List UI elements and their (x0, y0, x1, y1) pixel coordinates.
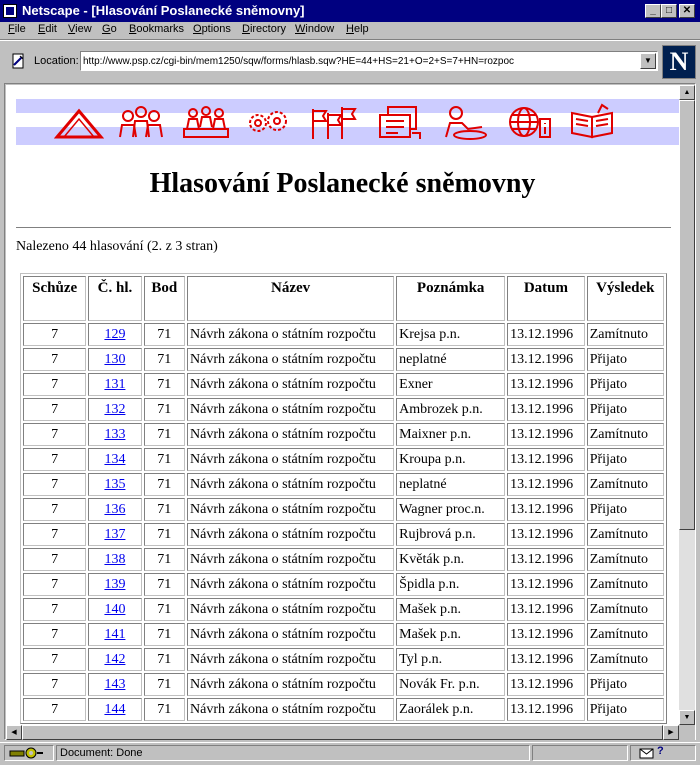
mail-icon[interactable] (639, 747, 655, 759)
table-row (23, 498, 664, 521)
cell-nazev: Návrh zákona o státním rozpočtu (187, 623, 394, 646)
table-row (23, 673, 664, 696)
cell-cislo (88, 323, 141, 346)
scroll-down-button[interactable]: ▼ (679, 710, 695, 725)
cell-datum: 13.12.1996 (507, 573, 585, 596)
cell-poznamka: Tyl p.n. (396, 648, 505, 671)
cell-bod: 71 (144, 348, 185, 371)
horizontal-rule (16, 227, 671, 229)
header-nazev: Název (187, 276, 394, 321)
flags-icon[interactable] (308, 103, 358, 141)
cell-vysledek: Přijato (587, 348, 664, 371)
menu-file[interactable]: File (8, 23, 26, 35)
cell-schuze: 7 (23, 623, 86, 646)
documents-icon[interactable] (374, 103, 424, 141)
security-key-icon[interactable] (9, 747, 45, 759)
cell-bod: 71 (144, 648, 185, 671)
cell-nazev: Návrh zákona o státním rozpočtu (187, 573, 394, 596)
table-row (23, 623, 664, 646)
cell-schuze: 7 (23, 648, 86, 671)
cell-bod: 71 (144, 323, 185, 346)
vote-link[interactable]: 129 (104, 326, 126, 342)
location-label: Location: (34, 55, 79, 67)
page-content (6, 85, 679, 725)
cell-cislo (88, 698, 141, 721)
cell-nazev: Návrh zákona o státním rozpočtu (187, 348, 394, 371)
cell-schuze: 7 (23, 448, 86, 471)
cell-nazev: Návrh zákona o státním rozpočtu (187, 673, 394, 696)
votes-table (20, 273, 667, 724)
home-icon[interactable] (54, 103, 104, 141)
cell-cislo (88, 398, 141, 421)
cell-cislo (88, 573, 141, 596)
header-poznamka: Poznámka (396, 276, 505, 321)
help-question-icon[interactable]: ? (657, 745, 664, 757)
menu-window[interactable]: Window (295, 23, 335, 35)
cell-poznamka: neplatné (396, 348, 505, 371)
vote-link[interactable]: 135 (104, 476, 126, 492)
cell-vysledek: Zamítnuto (587, 523, 664, 546)
cell-datum: 13.12.1996 (507, 548, 585, 571)
table-row (23, 523, 664, 546)
cell-poznamka: Květák p.n. (396, 548, 505, 571)
vote-link[interactable]: 137 (104, 526, 126, 542)
cell-bod: 71 (144, 673, 185, 696)
table-row (23, 398, 664, 421)
page-title: Hlasování Poslanecké sněmovny (149, 168, 536, 199)
status-text: Document: Done (60, 747, 143, 759)
table-header-row (23, 276, 664, 321)
horizontal-scrollbar[interactable] (6, 725, 679, 740)
cell-nazev: Návrh zákona o státním rozpočtu (187, 523, 394, 546)
cell-vysledek: Přijato (587, 698, 664, 721)
cell-nazev: Návrh zákona o státním rozpočtu (187, 323, 394, 346)
security-cell (4, 745, 54, 761)
table-row (23, 473, 664, 496)
cell-poznamka: Exner (396, 373, 505, 396)
cell-cislo (88, 498, 141, 521)
cell-nazev: Návrh zákona o státním rozpočtu (187, 498, 394, 521)
vote-link[interactable]: 132 (104, 401, 126, 417)
maximize-button[interactable]: □ (661, 4, 677, 18)
scroll-left-button[interactable]: ◀ (6, 725, 22, 740)
location-field[interactable] (80, 51, 658, 71)
cell-bod: 71 (144, 523, 185, 546)
cell-vysledek: Zamítnuto (587, 473, 664, 496)
table-row (23, 423, 664, 446)
menu-directory[interactable]: Directory (242, 23, 287, 35)
cell-datum: 13.12.1996 (507, 323, 585, 346)
cell-vysledek: Přijato (587, 673, 664, 696)
vote-link[interactable]: 138 (104, 551, 126, 567)
vote-link[interactable]: 140 (104, 601, 126, 617)
vote-link[interactable]: 144 (104, 701, 126, 717)
menu-bookmarks[interactable]: Bookmarks (129, 23, 185, 35)
cell-poznamka: Novák Fr. p.n. (396, 673, 505, 696)
cell-datum: 13.12.1996 (507, 448, 585, 471)
table-row (23, 323, 664, 346)
vertical-scroll-thumb[interactable] (679, 100, 695, 530)
bookmark-page-icon[interactable] (10, 53, 26, 69)
location-input[interactable] (83, 53, 635, 69)
cell-cislo (88, 523, 141, 546)
cell-bod: 71 (144, 373, 185, 396)
cell-bod: 71 (144, 623, 185, 646)
cell-cislo (88, 548, 141, 571)
vote-link[interactable]: 142 (104, 651, 126, 667)
cell-vysledek: Zamítnuto (587, 623, 664, 646)
cell-vysledek: Přijato (587, 448, 664, 471)
committees-icon[interactable] (181, 103, 231, 141)
table-row (23, 373, 664, 396)
menu-options[interactable]: Options (193, 23, 231, 35)
cell-cislo (88, 348, 141, 371)
cell-datum: 13.12.1996 (507, 698, 585, 721)
cell-datum: 13.12.1996 (507, 373, 585, 396)
scroll-right-button[interactable]: ▶ (663, 725, 679, 740)
menu-view[interactable]: View (68, 23, 92, 35)
location-bar (0, 40, 700, 83)
header-vysledek: Výsledek (587, 276, 664, 321)
cell-schuze: 7 (23, 548, 86, 571)
cell-poznamka: Maixner p.n. (396, 423, 505, 446)
cell-bod: 71 (144, 423, 185, 446)
netscape-app-icon[interactable] (3, 4, 17, 18)
vote-link[interactable]: 141 (104, 626, 126, 642)
cell-poznamka: Mašek p.n. (396, 598, 505, 621)
header-cislo: Č. hl. (88, 276, 141, 321)
vote-link[interactable]: 130 (104, 351, 126, 367)
table-row (23, 573, 664, 596)
cell-datum: 13.12.1996 (507, 498, 585, 521)
window-title: Netscape - [Hlasování Poslanecké sněmovny] (22, 3, 305, 18)
cell-bod: 71 (144, 548, 185, 571)
cell-poznamka: Krejsa p.n. (396, 323, 505, 346)
cell-poznamka: Mašek p.n. (396, 623, 505, 646)
cell-cislo (88, 423, 141, 446)
cell-cislo (88, 373, 141, 396)
close-button[interactable]: ✕ (679, 4, 695, 18)
speaker-icon[interactable] (440, 103, 490, 141)
cell-vysledek: Zamítnuto (587, 323, 664, 346)
cell-vysledek: Přijato (587, 373, 664, 396)
cell-schuze: 7 (23, 673, 86, 696)
cell-datum: 13.12.1996 (507, 673, 585, 696)
table-row (23, 698, 664, 721)
cell-datum: 13.12.1996 (507, 398, 585, 421)
cell-nazev: Návrh zákona o státním rozpočtu (187, 373, 394, 396)
cell-schuze: 7 (23, 398, 86, 421)
cell-poznamka: neplatné (396, 473, 505, 496)
cell-bod: 71 (144, 498, 185, 521)
table-row (23, 598, 664, 621)
cell-nazev: Návrh zákona o státním rozpočtu (187, 398, 394, 421)
vote-link[interactable]: 136 (104, 501, 126, 517)
menu-go[interactable]: Go (102, 23, 117, 35)
menu-bar (0, 22, 700, 40)
progress-cell (532, 745, 628, 761)
book-icon[interactable] (568, 103, 618, 141)
menu-help[interactable]: Help (346, 23, 369, 35)
minimize-button[interactable]: _ (645, 4, 661, 18)
status-bar (0, 742, 700, 765)
navigation-band (16, 99, 679, 145)
vote-link[interactable]: 134 (104, 451, 126, 467)
cell-vysledek: Zamítnuto (587, 548, 664, 571)
vertical-scrollbar[interactable] (679, 85, 695, 725)
header-datum: Datum (507, 276, 585, 321)
members-icon[interactable] (116, 103, 166, 141)
cell-bod: 71 (144, 448, 185, 471)
cell-nazev: Návrh zákona o státním rozpočtu (187, 648, 394, 671)
cell-bod: 71 (144, 398, 185, 421)
cell-cislo (88, 673, 141, 696)
cell-datum: 13.12.1996 (507, 348, 585, 371)
cell-datum: 13.12.1996 (507, 598, 585, 621)
cell-bod: 71 (144, 473, 185, 496)
cell-poznamka: Kroupa p.n. (396, 448, 505, 471)
cell-vysledek: Přijato (587, 398, 664, 421)
cell-nazev: Návrh zákona o státním rozpočtu (187, 448, 394, 471)
table-row (23, 448, 664, 471)
cell-schuze: 7 (23, 523, 86, 546)
cell-schuze: 7 (23, 323, 86, 346)
title-bar (0, 0, 700, 22)
results-count: Nalezeno 44 hlasování (2. z 3 stran) (16, 239, 218, 254)
cell-schuze: 7 (23, 373, 86, 396)
cell-cislo (88, 648, 141, 671)
scrollbar-corner (679, 725, 695, 740)
cell-poznamka: Wagner proc.n. (396, 498, 505, 521)
mail-cell (630, 745, 696, 761)
table-row (23, 348, 664, 371)
cell-schuze: 7 (23, 573, 86, 596)
cell-datum: 13.12.1996 (507, 623, 585, 646)
table-row (23, 548, 664, 571)
cell-poznamka: Ambrozek p.n. (396, 398, 505, 421)
cell-vysledek: Zamítnuto (587, 573, 664, 596)
globe-info-icon[interactable] (504, 103, 554, 141)
cell-datum: 13.12.1996 (507, 473, 585, 496)
cell-schuze: 7 (23, 423, 86, 446)
scroll-up-button[interactable]: ▲ (679, 85, 695, 100)
header-schuze: Schůze (23, 276, 86, 321)
cell-datum: 13.12.1996 (507, 523, 585, 546)
table-row (23, 648, 664, 671)
cell-schuze: 7 (23, 348, 86, 371)
cell-schuze: 7 (23, 598, 86, 621)
gears-icon[interactable] (244, 103, 294, 141)
cell-vysledek: Přijato (587, 498, 664, 521)
location-dropdown-button[interactable]: ▼ (640, 53, 656, 69)
cell-cislo (88, 598, 141, 621)
cell-schuze: 7 (23, 698, 86, 721)
cell-schuze: 7 (23, 473, 86, 496)
cell-cislo (88, 623, 141, 646)
cell-cislo (88, 448, 141, 471)
cell-vysledek: Zamítnuto (587, 648, 664, 671)
cell-schuze: 7 (23, 498, 86, 521)
cell-cislo (88, 473, 141, 496)
header-bod: Bod (144, 276, 185, 321)
cell-poznamka: Rujbrová p.n. (396, 523, 505, 546)
cell-nazev: Návrh zákona o státním rozpočtu (187, 548, 394, 571)
menu-edit[interactable]: Edit (38, 23, 57, 35)
cell-bod: 71 (144, 698, 185, 721)
cell-poznamka: Zaorálek p.n. (396, 698, 505, 721)
vote-link[interactable]: 139 (104, 576, 126, 592)
cell-datum: 13.12.1996 (507, 648, 585, 671)
cell-nazev: Návrh zákona o státním rozpočtu (187, 698, 394, 721)
cell-nazev: Návrh zákona o státním rozpočtu (187, 598, 394, 621)
cell-datum: 13.12.1996 (507, 423, 585, 446)
cell-nazev: Návrh zákona o státním rozpočtu (187, 423, 394, 446)
cell-vysledek: Zamítnuto (587, 423, 664, 446)
cell-poznamka: Špidla p.n. (396, 573, 505, 596)
vote-link[interactable]: 133 (104, 426, 126, 442)
cell-bod: 71 (144, 573, 185, 596)
netscape-logo[interactable]: N (662, 45, 696, 79)
cell-vysledek: Zamítnuto (587, 598, 664, 621)
cell-nazev: Návrh zákona o státním rozpočtu (187, 473, 394, 496)
horizontal-scroll-thumb[interactable] (22, 725, 663, 740)
vote-link[interactable]: 131 (104, 376, 126, 392)
vote-link[interactable]: 143 (104, 676, 126, 692)
cell-bod: 71 (144, 598, 185, 621)
